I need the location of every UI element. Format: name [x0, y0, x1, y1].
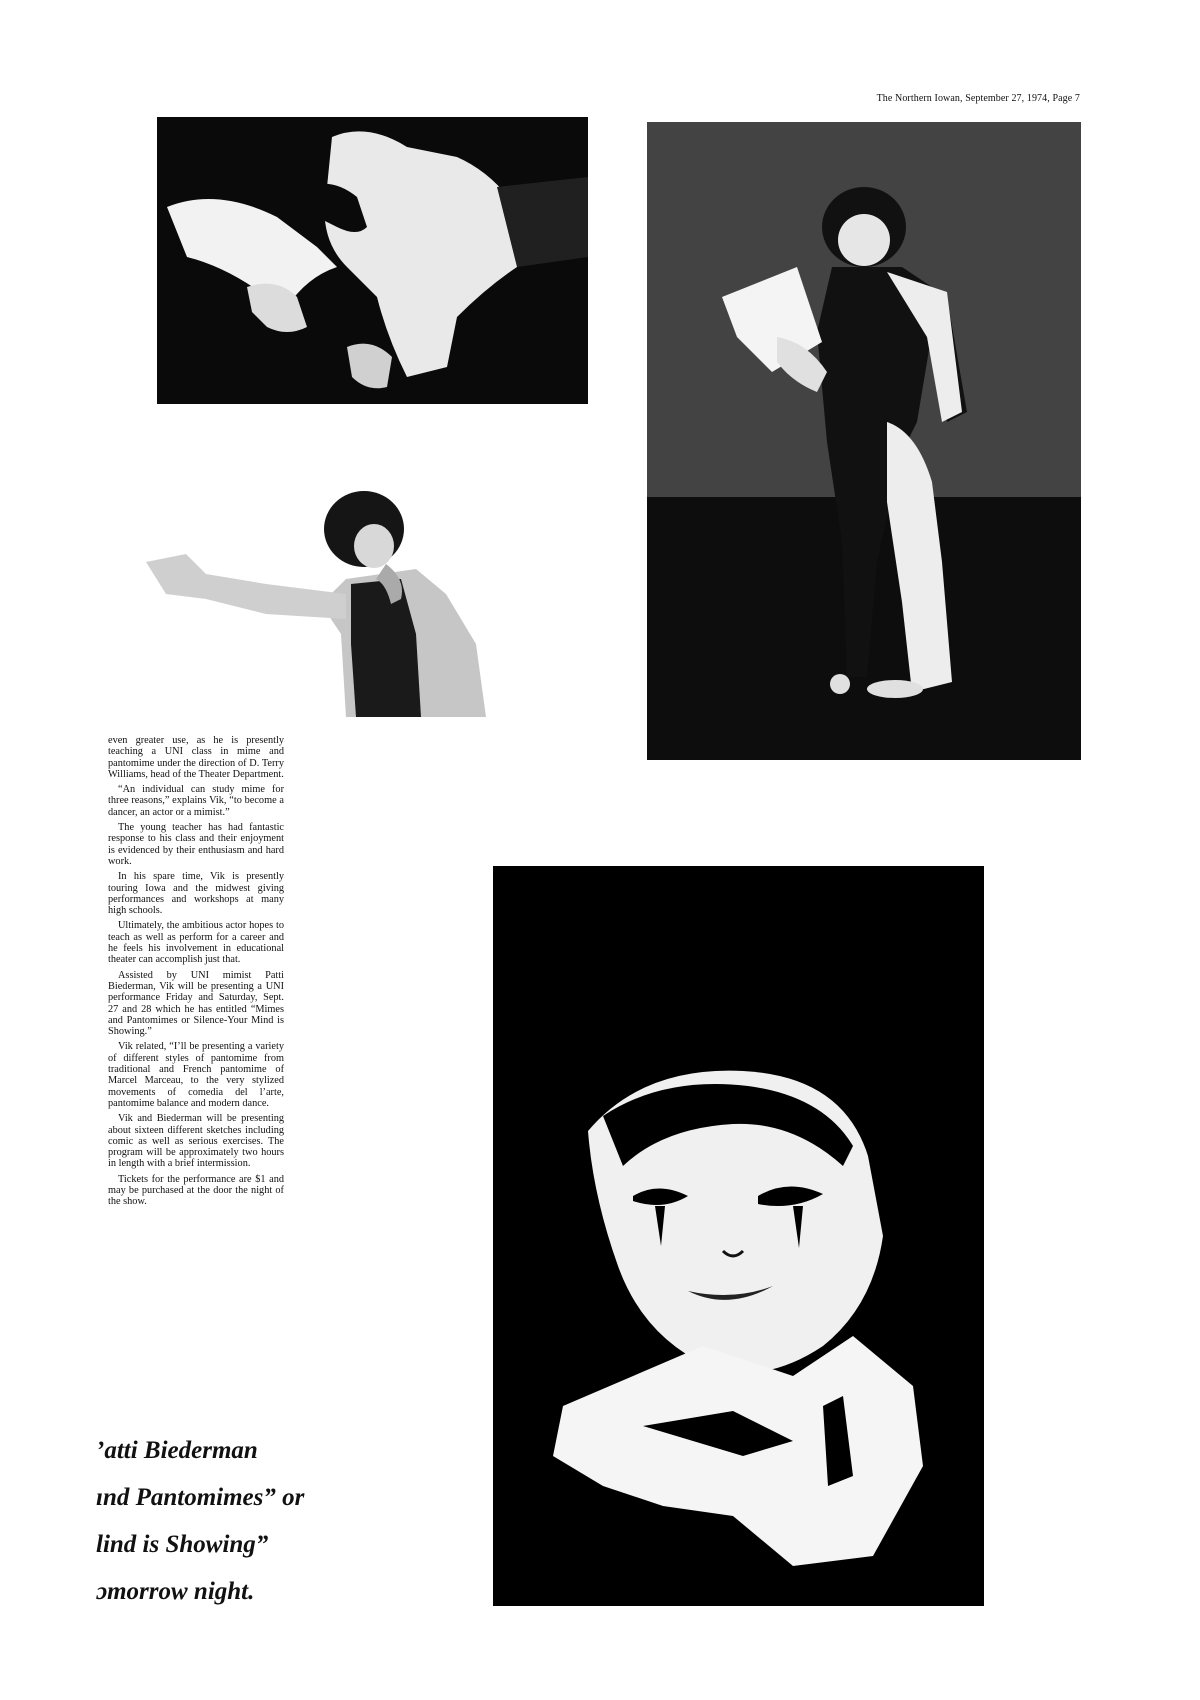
article-paragraph: Vik and Biederman will be presenting about sixteen different sketches including comic as well as serious exercises. The program will be approximately two hours in length with a brief intermission. — [108, 1113, 284, 1170]
article-paragraph: Ultimately, the ambitious actor hopes to teach as well as perform for a career and he feels his involvement in educational theater can accomplish just that. — [108, 920, 284, 966]
mime-standing-photo — [647, 122, 1081, 760]
page-folio: The Northern Iowan, September 27, 1974, Page 7 — [876, 93, 1080, 104]
mime-reclining-photo — [157, 117, 588, 404]
mime-face-closeup-photo — [493, 866, 984, 1606]
article-paragraph: “An individual can study mime for three reasons,” explains Vik, “to become a dancer, an actor or a mimist.” — [108, 784, 284, 818]
article-body — [108, 735, 284, 1212]
promo-line: ɔmorrow night. — [96, 1578, 255, 1605]
article-paragraph: Vik related, “I’ll be presenting a variety of different styles of pantomime from traditional and French pantomime of Marcel Marceau, to the very stylized movements of comedia del l’arte, pantomime balance and modern dance. — [108, 1041, 284, 1109]
article-paragraph: The young teacher has had fantastic response to his class and their enjoyment is evidenced by their enthusiasm and hard work. — [108, 822, 284, 867]
article-paragraph: In his spare time, Vik is presently touring Iowa and the midwest giving performances and workshops at many high schools. — [108, 871, 284, 917]
article-paragraph: Tickets for the performance are $1 and may be purchased at the door the night of the show. — [108, 1173, 284, 1208]
article-paragraph: Assisted by UNI mimist Patti Biederman, Vik will be presenting a UNI performance Friday and Saturday, Sept. 27 and 28 which he has entitled “Mimes and Pantomimes or Silence-Your Mind is Showing.” — [108, 969, 284, 1038]
article-paragraph: even greater use, as he is presently teaching a UNI class in mime and pantomime under the direction of D. Terry Williams, head of the Theater Department. — [108, 735, 284, 780]
promo-line: lind is Showing” — [96, 1531, 269, 1558]
promo-line: ınd Pantomimes” or — [96, 1484, 305, 1511]
promo-line: ’atti Biederman — [96, 1437, 258, 1464]
promo-text — [96, 1438, 396, 1626]
mime-reaching-photo — [146, 484, 509, 717]
